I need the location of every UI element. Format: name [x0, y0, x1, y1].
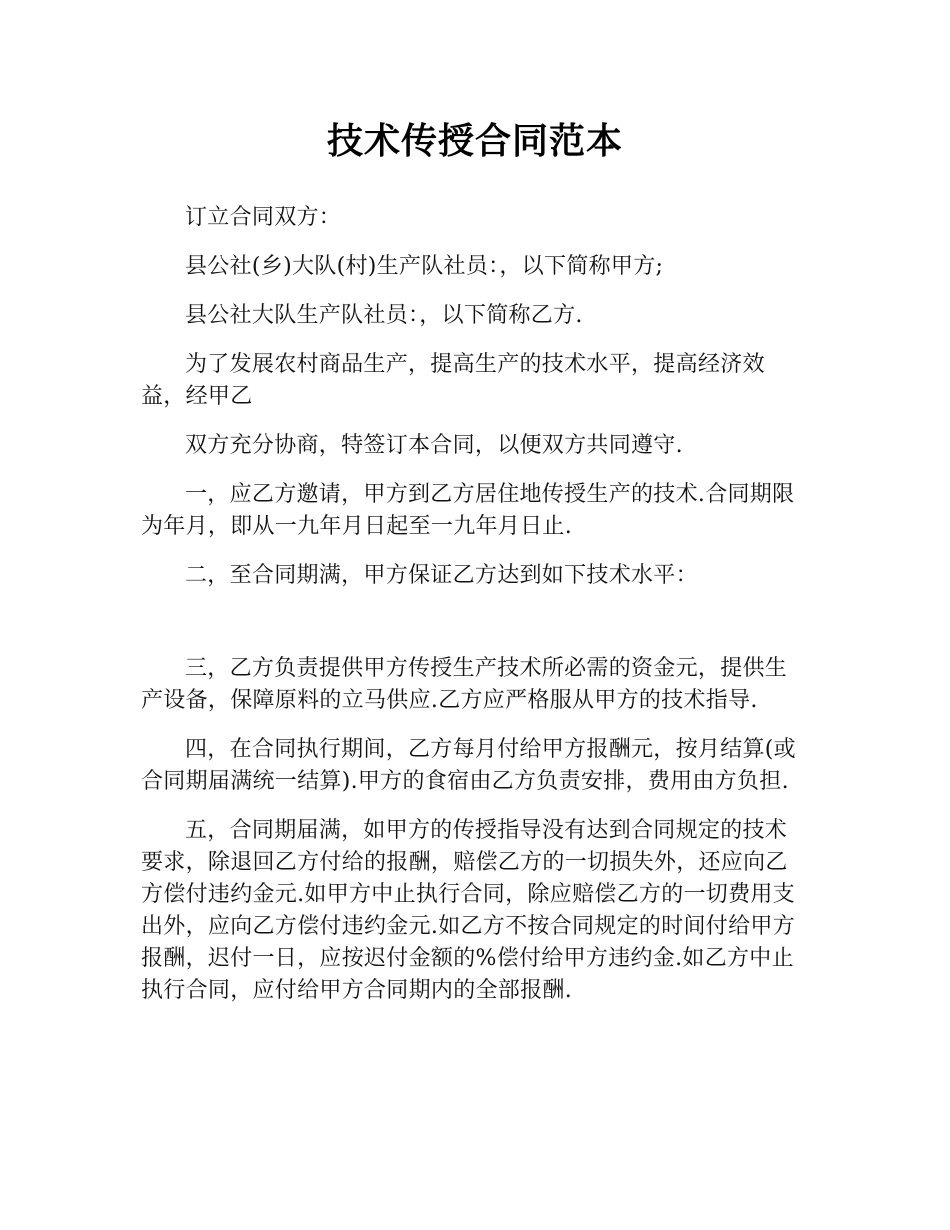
clause-five: 五，合同期届满，如甲方的传授指导没有达到合同规定的技术要求，除退回乙方付给的报酬，赔偿乙方的一切损失外，还应向乙方偿付违约金元.如甲方中止执行合同，除应赔偿乙方的一切费用支出外，应向乙方偿付违约金元.如乙方不按合同规定的时间付给甲方报酬，迟付一日，应按迟付金额的%偿付给甲方违约金.如乙方中止执行合同，应付给甲方合同期内的全部报酬. [141, 818, 795, 1003]
clause-two: 二，至合同期满，甲方保证乙方达到如下技术水平： [185, 563, 698, 588]
clause-four: 四，在合同执行期间，乙方每月付给甲方报酬元，按月结算(或合同期届满统一结算).甲方的食宿由乙方负责安排，费用由方负担. [141, 737, 796, 794]
paragraph-agreement: 双方充分协商，特签订本合同，以便双方共同遵守. [185, 433, 683, 458]
clause-three: 三，乙方负责提供甲方传授生产技术所必需的资金元，提供生产设备，保障原料的立马供应.乙方应严格服从甲方的技术指导. [141, 656, 788, 713]
blank-space [141, 609, 807, 653]
paragraph-party-a: 县公社(乡)大队(村)生产队社员：，以下简称甲方; [185, 254, 664, 279]
paragraph-party-b: 县公社大队生产队社员：，以下简称乙方. [185, 303, 583, 328]
paragraph-purpose: 为了发展农村商品生产，提高生产的技术水平，提高经济效益，经甲乙 [141, 352, 765, 409]
document-body [141, 202, 807, 1024]
document-title: 技术传授合同范本 [326, 121, 623, 162]
clause-one: 一，应乙方邀请，甲方到乙方居住地传授生产的技术.合同期限为年月，即从一九年月日起至一九年月日止. [141, 482, 795, 539]
paragraph-parties: 订立合同双方： [185, 205, 342, 230]
